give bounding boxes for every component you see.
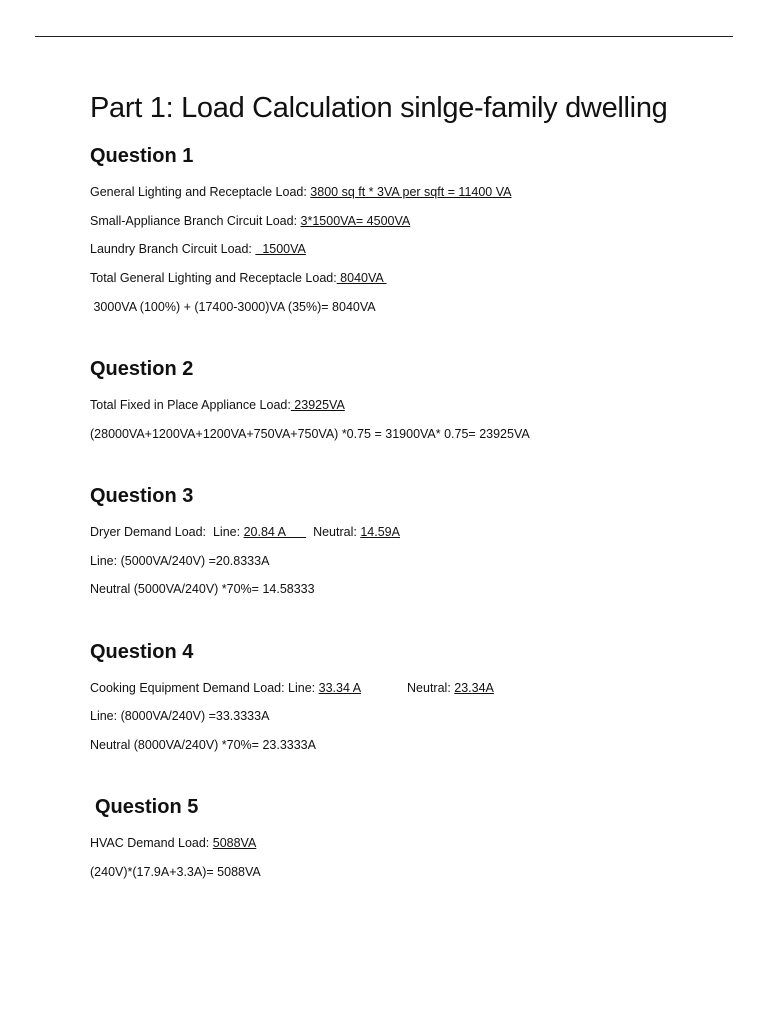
q4-cooking-neutral-label: Neutral:: [407, 681, 455, 695]
q4-cooking-neutral-value: 23.34A: [454, 681, 494, 695]
q4-cooking-line: [90, 681, 494, 695]
question-1-heading: Question 1: [90, 145, 194, 167]
q3-neutral-calculation: Neutral (5000VA/240V) *70%= 14.58333: [90, 582, 315, 596]
q2-fixed-appliance-label: Total Fixed in Place Appliance Load:: [90, 398, 291, 412]
q5-hvac-label: HVAC Demand Load:: [90, 836, 213, 850]
q3-dryer-line: [90, 525, 400, 539]
q1-laundry-value: 1500VA: [255, 242, 306, 256]
q5-hvac-value: 5088VA: [212, 836, 257, 850]
document-title: Part 1: Load Calculation sinlge-family dwelling: [90, 92, 668, 124]
q1-laundry-label: Laundry Branch Circuit Load:: [90, 242, 256, 256]
q3-dryer-line-value: 20.84 A: [243, 525, 307, 539]
q2-fixed-appliance-value: 23925VA: [290, 398, 345, 412]
q4-neutral-calculation: Neutral (8000VA/240V) *70%= 23.3333A: [90, 738, 316, 752]
q1-general-lighting-value: 3800 sq ft * 3VA per sqft = 11400 VA: [310, 185, 512, 199]
q1-calculation-line: 3000VA (100%) + (17400-3000)VA (35%)= 8040VA: [90, 300, 376, 314]
q1-general-lighting-line: [90, 185, 511, 199]
q5-hvac-line: [90, 836, 256, 850]
q1-general-lighting-label: General Lighting and Receptacle Load:: [90, 185, 311, 199]
q1-small-appliance-label: Small-Appliance Branch Circuit Load:: [90, 214, 301, 228]
q3-dryer-neutral-label: Neutral:: [306, 525, 361, 539]
header-rule: [35, 36, 733, 37]
q2-calculation-line: (28000VA+1200VA+1200VA+750VA+750VA) *0.75 = 31900VA* 0.75= 23925VA: [90, 427, 530, 441]
q1-small-appliance-line: [90, 214, 410, 228]
q1-total-value: 8040VA: [336, 271, 387, 285]
q4-line-calculation: Line: (8000VA/240V) =33.3333A: [90, 709, 270, 723]
q3-line-calculation: Line: (5000VA/240V) =20.8333A: [90, 554, 270, 568]
q3-dryer-neutral-value: 14.59A: [360, 525, 400, 539]
q5-calculation-line: (240V)*(17.9A+3.3A)= 5088VA: [90, 865, 261, 879]
q1-total-line: [90, 271, 387, 285]
question-4-heading: Question 4: [90, 641, 194, 663]
q3-dryer-label: Dryer Demand Load: Line:: [90, 525, 244, 539]
q1-small-appliance-value: 3*1500VA= 4500VA: [300, 214, 411, 228]
q4-cooking-label: Cooking Equipment Demand Load: Line:: [90, 681, 319, 695]
q2-fixed-appliance-line: [90, 398, 345, 412]
question-3-heading: Question 3: [90, 485, 194, 507]
q1-laundry-line: [90, 242, 306, 256]
q4-cooking-line-value: 33.34 A: [318, 681, 362, 695]
q1-total-label: Total General Lighting and Receptacle Load:: [90, 271, 337, 285]
question-5-heading: Question 5: [95, 796, 199, 818]
question-2-heading: Question 2: [90, 358, 194, 380]
